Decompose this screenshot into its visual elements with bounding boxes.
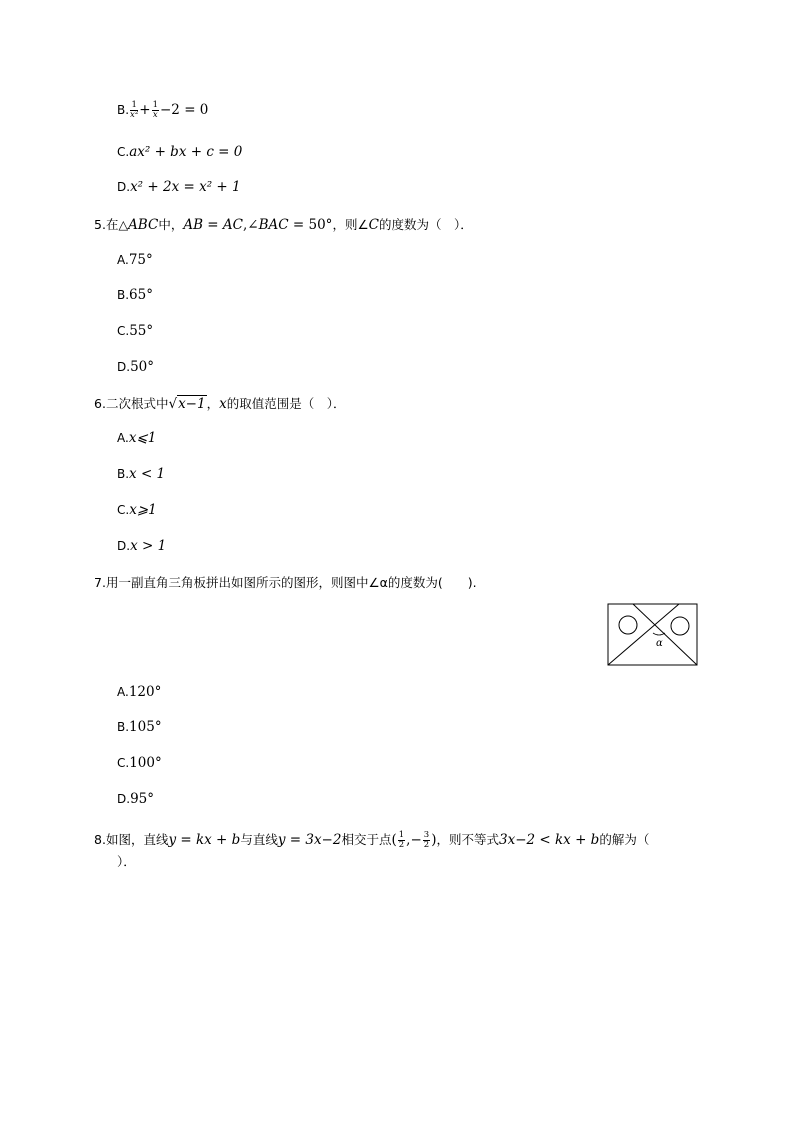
stem-text: ， [206, 396, 220, 411]
option-label: A. [117, 685, 129, 699]
fraction-1-2: $\frac{1}{2}$ [398, 830, 405, 850]
option-label: B. [117, 720, 130, 734]
stem-text: 用一副直角三角板拼出如图所示的图形，则图中∠α的度数为( ). [105, 575, 477, 590]
stem-text: 二次根式中 [105, 396, 169, 411]
option-label: C. [117, 145, 130, 159]
stem-text: 如图，直线 [105, 832, 169, 847]
triangle-figure [607, 603, 699, 670]
question-number: 8. [94, 832, 106, 847]
option-value: x < 1 [129, 466, 166, 482]
radicand: x−1 [178, 396, 206, 412]
option-label: D. [117, 539, 131, 553]
line-equation-1: y = kx + b [168, 832, 241, 848]
stem-text: 的度数为（ ）． [379, 217, 473, 232]
q8-stem: 8.如图，直线y = kx + b与直线y = 3x−2相交于点( $\frac{1}{2}$ ,− $\frac{3}{2}$ )，则不等式3x−2 < kx + b的解为（ [94, 830, 650, 850]
question-number: 7. [94, 575, 106, 590]
option-label: D. [117, 792, 131, 806]
fraction-3-2: $\frac{3}{2}$ [423, 830, 430, 850]
option-label: A. [117, 253, 129, 267]
q5-option-b [117, 286, 153, 304]
stem-text: 在△ [105, 217, 129, 232]
line-equation-2: y = 3x−2 [277, 832, 342, 848]
question-number: 5. [94, 217, 106, 232]
option-label: C. [117, 756, 130, 770]
q5-option-c [117, 322, 153, 340]
option-value: x⩽1 [128, 430, 157, 446]
option-label: D. [117, 180, 131, 194]
option-label: C. [117, 503, 130, 517]
option-label: A. [117, 431, 129, 445]
stem-text: 中， [158, 217, 184, 232]
option-value: 105° [129, 719, 162, 735]
fraction-1-over-x: $\frac{1}{x}$ [152, 100, 158, 120]
q4-option-c [117, 143, 242, 161]
stem-text: 的取值范围是（ ）． [226, 396, 346, 411]
q7-option-c [117, 754, 162, 772]
option-value: 95° [130, 791, 154, 807]
circle-left [619, 616, 637, 634]
option-label: C. [117, 324, 130, 338]
stem-text: 与直线 [240, 832, 278, 847]
circle-right [671, 617, 689, 635]
q8-stem-continued [117, 853, 136, 871]
option-value: 100° [129, 755, 162, 771]
q6-option-d [117, 537, 166, 555]
option-expression: ax² + bx + c = 0 [129, 144, 243, 160]
stem-text: ，则不等式 [436, 832, 499, 847]
q6-option-a [117, 429, 156, 447]
q5-option-a [117, 251, 153, 269]
q6-option-b [117, 465, 165, 483]
question-number: 6. [94, 396, 106, 411]
triangles-svg [607, 603, 699, 667]
stem-text: ，则∠ [332, 217, 369, 232]
q5-option-d [117, 358, 154, 376]
option-label: B. [117, 288, 130, 302]
q7-option-b [117, 718, 162, 736]
option-label: B. [117, 467, 130, 481]
option-value: 65° [129, 287, 153, 303]
q5-stem: 5.在△ABC中，AB = AC,∠BAC = 50°，则∠C的度数为（ ）． [94, 217, 473, 233]
option-value: 50° [130, 359, 154, 375]
stem-text: 相交于点 [341, 832, 392, 847]
alpha-label: α [656, 638, 663, 649]
option-value: 120° [128, 684, 162, 700]
stem-text: ）． [117, 854, 136, 869]
q7-stem [94, 574, 477, 592]
option-value: x⩾1 [129, 502, 157, 518]
q4-option-d [117, 178, 241, 196]
q6-option-c [117, 501, 157, 519]
option-label: D. [117, 360, 131, 374]
inequality: 3x−2 < kx + b [499, 832, 600, 848]
option-value: 75° [128, 252, 153, 268]
q4-option-b: B. $\frac{1}{\text{x²}}$ + $\frac{1}{x}$ −2 = 0 [117, 100, 209, 120]
option-expression: x² + 2x = x² + 1 [130, 179, 241, 195]
q7-option-a [117, 683, 161, 701]
option-value: 55° [129, 323, 154, 339]
stem-text: 的解为（ [599, 832, 650, 847]
option-value: x > 1 [130, 538, 167, 554]
option-label: B. [117, 103, 130, 117]
fraction-1-over-x2: $\frac{1}{\text{x²}}$ [130, 100, 139, 120]
q6-stem: 6.二次根式中√x−1，x的取值范围是（ ）． [94, 396, 346, 412]
q7-option-d [117, 790, 154, 808]
